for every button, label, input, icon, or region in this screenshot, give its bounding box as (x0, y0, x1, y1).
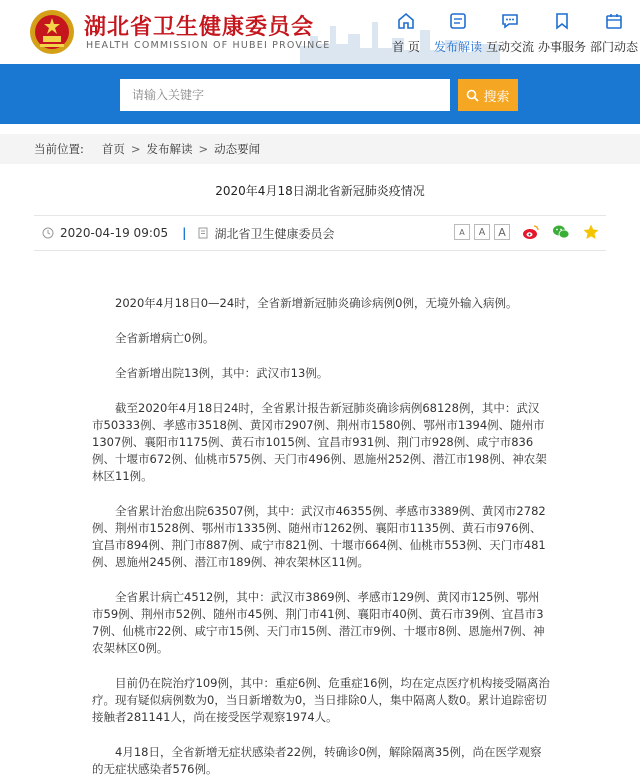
breadcrumb-separator: > (198, 142, 209, 156)
font-size-medium-button[interactable]: A (474, 224, 490, 240)
site-subtitle: HEALTH COMMISSION OF HUBEI PROVINCE (86, 40, 331, 51)
article-title: 2020年4月18日湖北省新冠肺炎疫情况 (215, 184, 425, 198)
breadcrumb-home[interactable]: 首页 (101, 142, 125, 156)
calendar-icon (605, 12, 623, 30)
nav-services[interactable] (536, 0, 588, 64)
breadcrumb-label: 当前位置: (34, 142, 84, 156)
favorite-star-icon[interactable] (582, 223, 600, 241)
meta-divider: | (182, 226, 187, 240)
search-button-label: 搜索 (483, 89, 510, 105)
article-source: 湖北省卫生健康委员会 (214, 226, 335, 241)
article-tools (454, 223, 600, 241)
site-header (0, 0, 640, 64)
nav-interaction[interactable] (484, 0, 536, 64)
clock-icon (42, 227, 54, 239)
nav-interaction-label: 互动交流 (485, 40, 534, 54)
search-band (0, 64, 640, 124)
article-date: 2020-04-19 09:05 (60, 226, 169, 240)
document-icon (197, 227, 209, 239)
search-input[interactable] (120, 79, 450, 111)
article-paragraph: 全省累计治愈出院63507例，其中：武汉市46355例、孝感市3389例、黄冈市2782例、荆州市1528例、鄂州市1335例、随州市1262例、襄阳市1135例、黄石市976例、宜昌市894例、荆门市887例、咸宁市821例、十堰市664例、仙桃市553例、天门市481例、恩施州245例、潜江市189例、神农架林区11例。 (92, 504, 546, 569)
article-paragraph: 全省累计病亡4512例，其中：武汉市3869例、孝感市129例、黄冈市125例、鄂州市59例、荆州市52例、随州市45例、荆门市41例、襄阳市40例、黄石市39例、宜昌市37例、仙桃市22例、咸宁市15例、天门市15例、潜江市9例、十堰市8例、恩施州7例、神农架林区0例。 (92, 590, 545, 655)
article-paragraph: 全省新增出院13例，其中：武汉市13例。 (115, 366, 329, 380)
search-icon (466, 89, 479, 102)
article-paragraph: 截至2020年4月18日24时，全省累计报告新冠肺炎确诊病例68128例，其中：武汉市50333例、孝感市3518例、黄冈市2907例、荆州市1580例、鄂州市1394例、随州市1307例、襄阳市1175例、黄石市1015例、宜昌市931例、荆门市928例、咸宁市836例、十堰市672例、仙桃市575例、天门市496例、恩施州252例、潜江市198例、神农架林区11例。 (92, 401, 547, 483)
breadcrumb (0, 134, 640, 164)
nav-department-news[interactable] (588, 0, 640, 64)
breadcrumb-separator: > (130, 142, 141, 156)
breadcrumb-release[interactable]: 发布解读 (146, 142, 193, 156)
font-size-large-button[interactable]: A (494, 224, 510, 240)
article-paragraph: 目前仍在院治疗109例，其中：重症6例、危重症16例，均在定点医疗机构接受隔离治疗。现有疑似病例数为0，当日新增数为0，当日排除0人，集中隔离人数0。累计追踪密切接触者281141人，尚在接受医学观察1974人。 (92, 676, 550, 724)
site-title: 湖北省卫生健康委员会 (84, 15, 315, 40)
nav-home[interactable] (380, 0, 432, 64)
national-emblem-icon (28, 8, 76, 56)
announcement-icon (449, 12, 467, 30)
top-navigation (380, 0, 640, 64)
wechat-icon[interactable] (552, 223, 570, 241)
weibo-icon[interactable] (522, 223, 540, 241)
article-body (0, 295, 640, 778)
nav-home-label: 首 页 (392, 40, 420, 54)
bookmark-icon (553, 12, 571, 30)
nav-department-label: 部门动态 (589, 40, 638, 54)
nav-services-label: 办事服务 (537, 40, 586, 54)
breadcrumb-news[interactable]: 动态要闻 (214, 142, 261, 156)
article-meta-bar (34, 215, 606, 251)
nav-release-label: 发布解读 (433, 40, 482, 54)
nav-release-interpretation[interactable] (432, 0, 484, 64)
search-button[interactable] (458, 79, 518, 111)
article-paragraph: 2020年4月18日0—24时，全省新增新冠肺炎确诊病例0例，无境外输入病例。 (115, 296, 518, 310)
article-paragraph: 全省新增病亡0例。 (115, 331, 215, 345)
font-size-small-button[interactable]: A (454, 224, 470, 240)
home-icon (397, 12, 415, 30)
article-paragraph: 4月18日，全省新增无症状感染者22例，转确诊0例，解除隔离35例，尚在医学观察的无症状感染者576例。 (92, 745, 542, 776)
chat-icon (501, 12, 519, 30)
